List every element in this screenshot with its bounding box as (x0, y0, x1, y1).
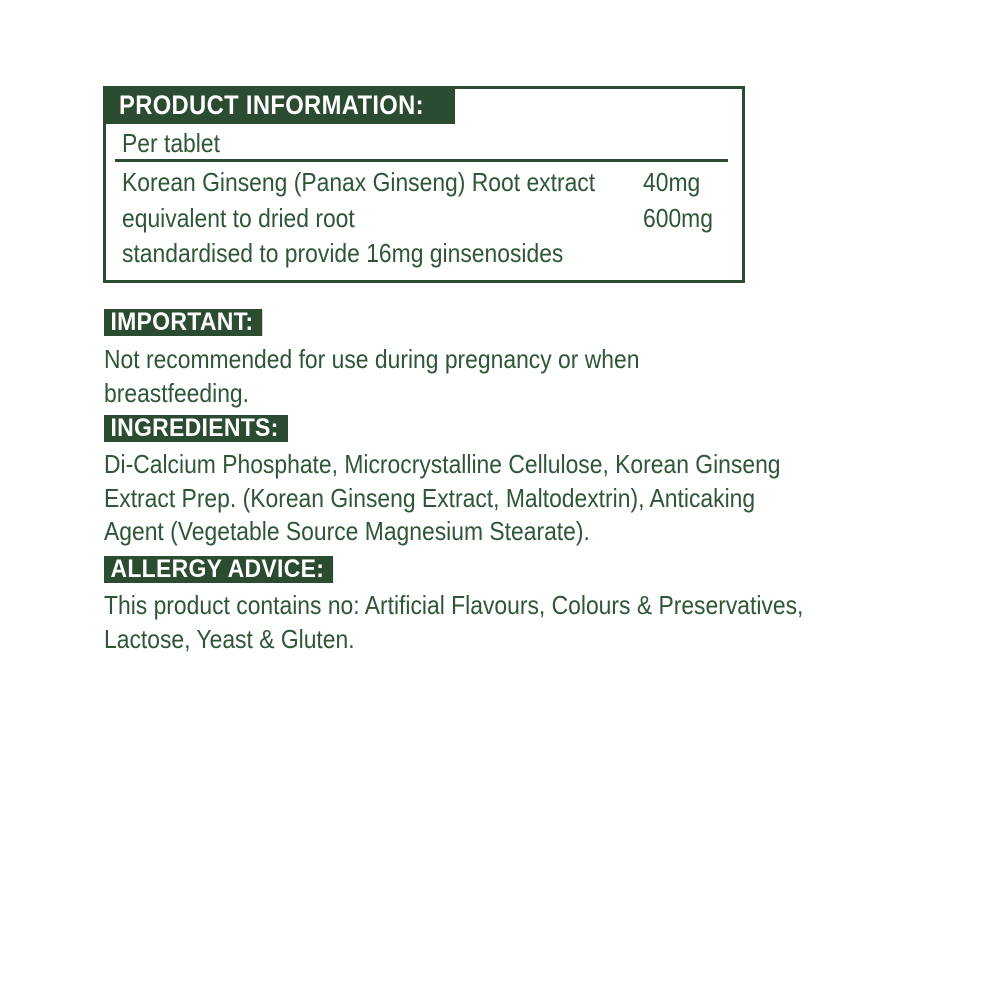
body-text-line: Extract Prep. (Korean Ginseng Extract, Maltodextrin), Anticaking (104, 482, 756, 513)
body-text-line: Di-Calcium Phosphate, Microcrystalline Cellulose, Korean Ginseng (104, 449, 781, 479)
allergy-advice-section (104, 556, 899, 656)
important-heading: IMPORTANT: (104, 309, 263, 336)
nutrient-label: standardised to provide 16mg ginsenosides (122, 238, 564, 268)
nutrient-amount: 40mg (643, 167, 701, 197)
ingredients-body (104, 448, 873, 549)
body-text-line: breastfeeding. (104, 378, 250, 408)
body-text-line: Not recommended for use during pregnancy or when (104, 344, 640, 374)
body-text-line: Agent (Vegetable Source Magnesium Stearate). (104, 516, 590, 546)
nutrient-row-extract (122, 165, 734, 201)
important-section (104, 309, 712, 410)
nutrient-table (122, 165, 734, 272)
ingredients-heading-bar (104, 415, 873, 442)
product-information-title: PRODUCT INFORMATION: (119, 89, 424, 120)
product-information-header-bar (103, 86, 455, 124)
body-text-line: This product contains no: Artificial Flavours, Colours & Preservatives, (104, 590, 804, 620)
nutrient-amount: 600mg (643, 202, 713, 233)
nutrient-label: Korean Ginseng (Panax Ginseng) Root extract (122, 167, 596, 197)
per-tablet-label: Per tablet (122, 128, 220, 158)
nutrient-label: equivalent to dried root (122, 202, 355, 233)
nutrient-row-dried-root (122, 201, 734, 237)
allergy-advice-heading: ALLERGY ADVICE: (104, 556, 333, 583)
important-heading-bar (104, 309, 712, 336)
important-body (104, 342, 712, 410)
product-information-box (103, 86, 745, 283)
ingredients-section (104, 415, 873, 549)
allergy-advice-heading-bar (104, 556, 899, 583)
ingredients-heading: INGREDIENTS: (104, 415, 288, 442)
body-text-line: Lactose, Yeast & Gluten. (104, 623, 355, 654)
nutrient-row-standardised (122, 236, 734, 272)
divider-line (115, 159, 728, 162)
allergy-advice-body (104, 589, 899, 656)
